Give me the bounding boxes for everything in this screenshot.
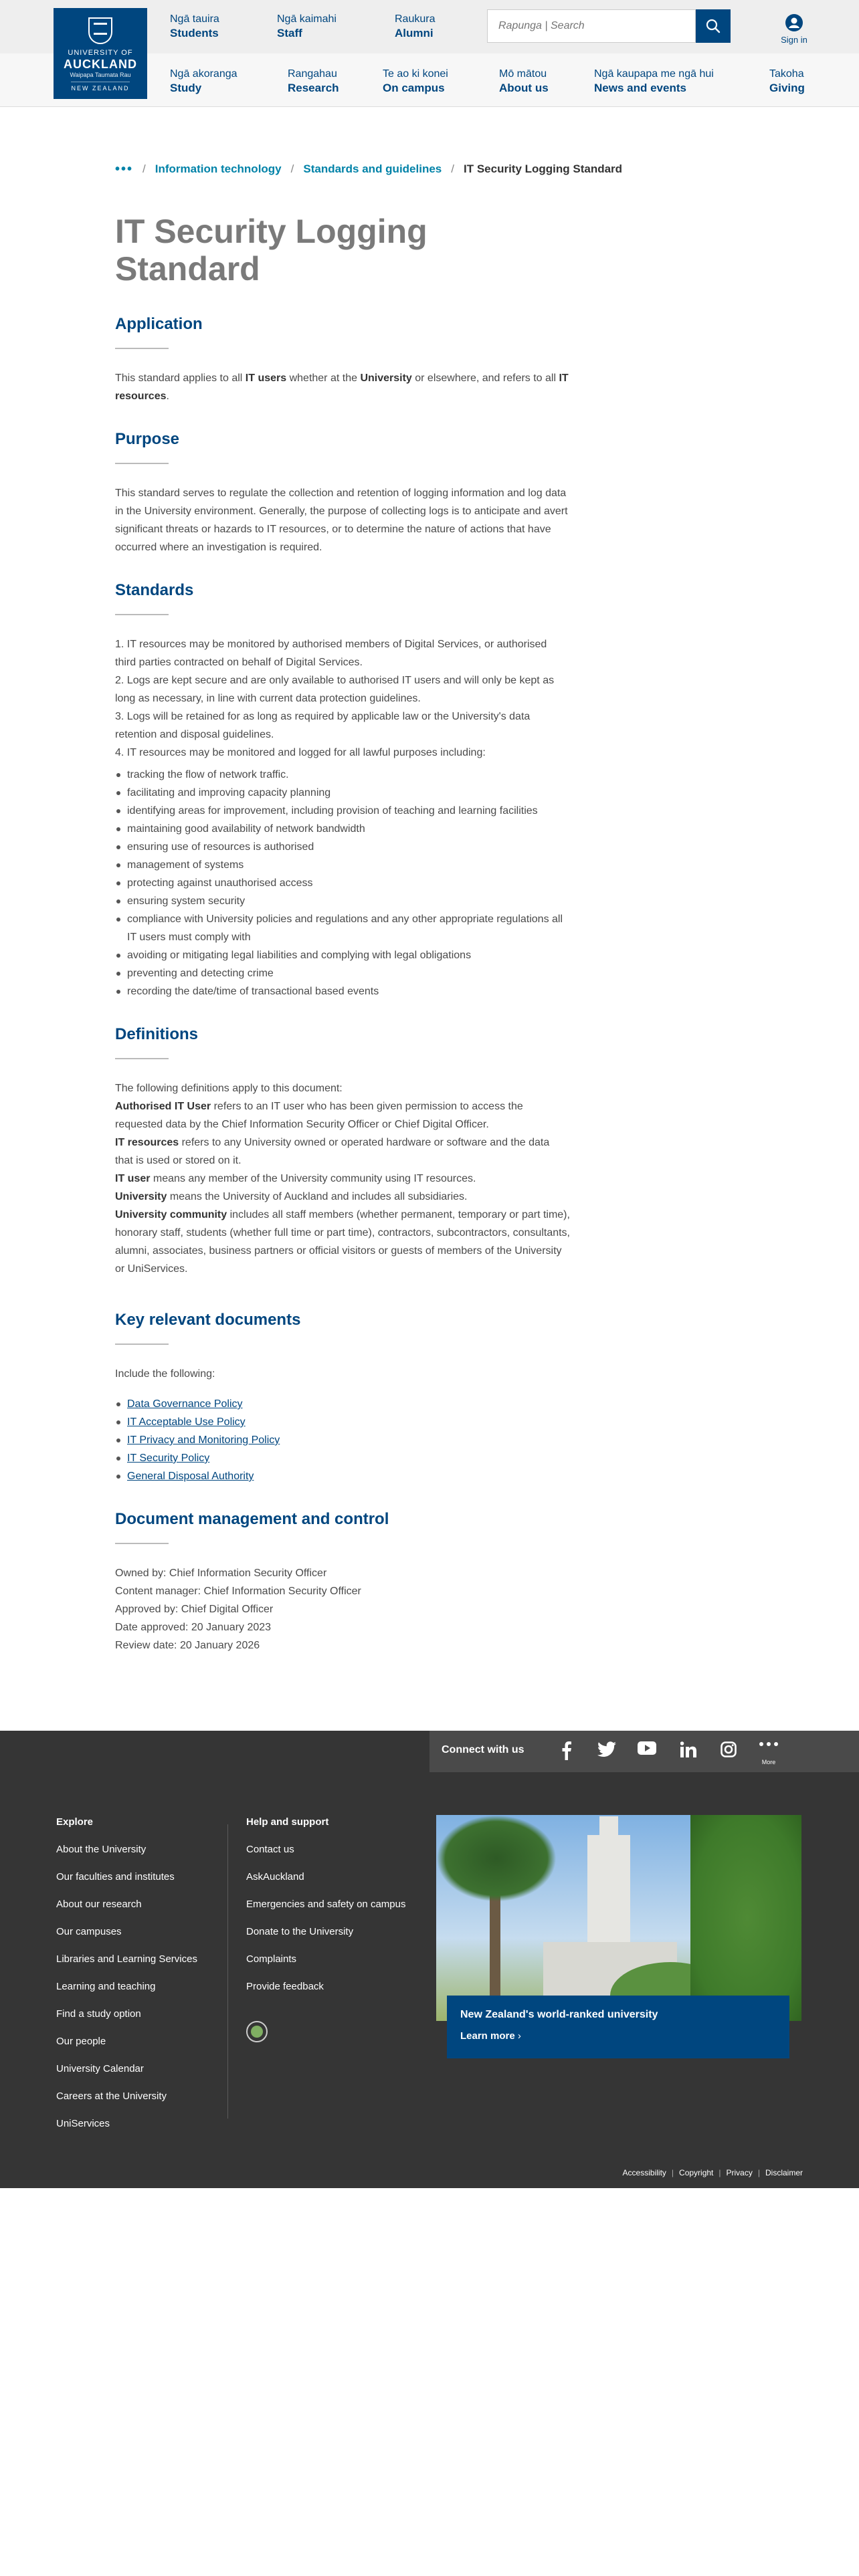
footer-link[interactable]: University Calendar [56, 2063, 144, 2074]
link-general-disposal-authority[interactable]: General Disposal Authority [127, 1471, 254, 1482]
document-management-section [115, 1509, 570, 1654]
connect-bar [430, 1731, 859, 1772]
list-item: ensuring use of resources is authorised [115, 838, 570, 856]
logo-line-1: UNIVERSITY OF [68, 49, 133, 57]
footer-link[interactable]: Complaints [246, 1953, 297, 1965]
section-heading: Key relevant documents [115, 1311, 301, 1329]
definition-item: Authorised IT User refers to an IT user who has been given permission to access the requested data by the Chief Information Security Officer or Chief Digital Officer. [115, 1101, 523, 1130]
divider [115, 1058, 169, 1059]
section-heading: Document management and control [115, 1510, 389, 1528]
footer-link[interactable]: Emergencies and safety on campus [246, 1899, 406, 1910]
legal-link-copyright[interactable]: Copyright [679, 2168, 714, 2177]
legal-link-accessibility[interactable]: Accessibility [622, 2168, 666, 2177]
top-nav-students[interactable]: Ngā tauira Students [170, 13, 219, 39]
footer-divider [227, 1824, 228, 2119]
section-heading: Standards [115, 581, 194, 599]
footer-heading: Explore [56, 1816, 94, 1828]
chevron-right-icon: › [517, 2030, 521, 2042]
footer-link[interactable]: Our people [56, 2036, 106, 2047]
section-heading: Application [115, 315, 203, 333]
promo-card[interactable] [447, 1996, 789, 2058]
link-data-governance-policy[interactable]: Data Governance Policy [127, 1398, 243, 1410]
standard-item: 2. Logs are kept secure and are only available to authorised IT users and will only be kept as long as necessary, in line with current data protection guidelines. [115, 675, 555, 704]
list-item: maintaining good availability of network bandwidth [115, 820, 570, 838]
link-it-acceptable-use-policy[interactable]: IT Acceptable Use Policy [127, 1416, 246, 1428]
logo-line-3: Waipapa Taumata Rau [70, 72, 131, 78]
footer-link[interactable]: Libraries and Learning Services [56, 1953, 197, 1965]
definition-item: IT user means any member of the University community using IT resources. [115, 1173, 476, 1184]
breadcrumb-information-technology[interactable]: Information technology [155, 163, 282, 175]
purpose-text: This standard serves to regulate the collection and retention of logging information and log data in the University environment. Generally, the purpose of collecting logs is to anticipate and avert significant threats or hazards to IT resources, or to determine the nature of actions that have occurred where an investigation is required. [115, 488, 568, 553]
legal-links: Accessibility | Copyright | Privacy | Disclaimer [622, 2168, 803, 2177]
search-icon [705, 18, 721, 34]
main-nav-study[interactable]: Ngā akoranga Study [170, 68, 237, 94]
divider [115, 1543, 169, 1544]
list-item [115, 1413, 570, 1431]
footer-link[interactable]: Find a study option [56, 2008, 141, 2020]
definition-item: University means the University of Auckland and includes all subsidiaries. [115, 1191, 468, 1202]
footer-link[interactable]: Contact us [246, 1844, 294, 1855]
footer-help-column [246, 1816, 405, 2000]
search-button[interactable] [696, 9, 731, 43]
key-documents-intro: Include the following: [115, 1368, 215, 1380]
list-item: ensuring system security [115, 892, 570, 910]
footer-link[interactable]: Our campuses [56, 1926, 122, 1937]
list-item: tracking the flow of network traffic. [115, 766, 570, 784]
application-section [115, 314, 570, 405]
main-nav-research[interactable]: Rangahau Research [288, 68, 339, 94]
instagram-icon[interactable] [719, 1741, 739, 1761]
top-nav-staff[interactable]: Ngā kaimahi Staff [277, 13, 337, 39]
section-heading: Purpose [115, 430, 180, 448]
logo-line-4: NEW ZEALAND [71, 82, 129, 93]
footer-link[interactable]: Careers at the University [56, 2090, 167, 2102]
main-nav-about-us[interactable]: Mō mātou About us [499, 68, 549, 94]
breadcrumb-separator: / [451, 163, 454, 175]
definitions-intro: The following definitions apply to this document: [115, 1083, 343, 1094]
breadcrumb [115, 159, 622, 179]
top-nav-alumni[interactable]: Raukura Alumni [395, 13, 436, 39]
main-content [115, 213, 570, 1679]
twitter-icon[interactable] [597, 1741, 617, 1761]
purposes-list [115, 766, 570, 1000]
doc-date-approved: Date approved: 20 January 2023 [115, 1622, 272, 1633]
main-nav-news-events[interactable]: Ngā kaupapa me ngā hui News and events [594, 68, 714, 94]
list-item: avoiding or mitigating legal liabilities and complying with legal obligations [115, 946, 570, 964]
footer-link[interactable]: Learning and teaching [56, 1981, 156, 1992]
link-it-security-policy[interactable]: IT Security Policy [127, 1453, 210, 1464]
footer-heading: Help and support [246, 1816, 329, 1828]
list-item [115, 1449, 570, 1467]
list-item: identifying areas for improvement, including provision of teaching and learning facilities [115, 802, 570, 820]
section-heading: Definitions [115, 1025, 198, 1043]
main-nav-giving[interactable]: Takoha Giving [769, 68, 805, 94]
legal-link-privacy[interactable]: Privacy [726, 2168, 753, 2177]
university-logo[interactable] [54, 8, 147, 99]
logo-line-2: AUCKLAND [64, 58, 137, 71]
list-item [115, 1467, 570, 1485]
list-item: compliance with University policies and regulations and any other appropriate regulations all IT users must comply with [115, 910, 570, 946]
search-box [487, 9, 731, 43]
breadcrumb-separator: / [142, 163, 146, 175]
promo-title: New Zealand's world-ranked university [460, 2009, 658, 2020]
more-label: More [761, 1759, 776, 1765]
list-item: preventing and detecting crime [115, 964, 570, 982]
divider [115, 614, 169, 615]
key-documents-section [115, 1310, 570, 1485]
footer-link[interactable]: Provide feedback [246, 1981, 324, 1992]
list-item [115, 1431, 570, 1449]
youtube-icon[interactable] [637, 1741, 657, 1761]
promo-learn-more: Learn more › [460, 2030, 521, 2042]
footer-link[interactable]: About our research [56, 1899, 142, 1910]
footer-link[interactable]: UniServices [56, 2118, 110, 2129]
divider [115, 463, 169, 464]
list-item: management of systems [115, 856, 570, 874]
page-title: IT Security Logging Standard [115, 213, 427, 288]
user-icon [785, 13, 803, 32]
footer-link[interactable]: Our faculties and institutes [56, 1871, 175, 1883]
footer-explore-column [56, 1816, 197, 2137]
divider [115, 348, 169, 349]
site-header [0, 0, 859, 107]
list-item: facilitating and improving capacity planning [115, 784, 570, 802]
sign-in-button[interactable]: Sign in [771, 13, 818, 45]
linkedin-icon[interactable] [678, 1741, 698, 1761]
list-item: protecting against unauthorised access [115, 874, 570, 892]
campus-clock-tower-image [436, 1815, 801, 2021]
main-nav-on-campus[interactable]: Te ao ki konei On campus [383, 68, 448, 94]
connect-label: Connect with us [442, 1744, 524, 1755]
breadcrumb-current: IT Security Logging Standard [463, 163, 623, 175]
doc-content-manager: Content manager: Chief Information Security Officer [115, 1586, 361, 1597]
standards-section [115, 580, 570, 1000]
footer-link[interactable]: About the University [56, 1844, 147, 1855]
definitions-section [115, 1025, 570, 1278]
standard-item: 3. Logs will be retained for as long as required by applicable law or the University's data retention and disposal guidelines. [115, 711, 531, 740]
standard-item: 4. IT resources may be monitored and logged for all lawful purposes including: [115, 747, 486, 758]
purpose-section [115, 429, 570, 556]
accessibility-leaf-icon[interactable] [246, 2021, 268, 2042]
doc-approved-by: Approved by: Chief Digital Officer [115, 1604, 274, 1615]
divider [115, 1344, 169, 1345]
standard-item: 1. IT resources may be monitored by authorised members of Digital Services, or authorised third parties contracted on behalf of Digital Services. [115, 639, 547, 668]
application-text: This standard applies to all IT users whether at the University or elsewhere, and refers to all IT resources. [115, 372, 569, 402]
doc-review-date: Review date: 20 January 2026 [115, 1640, 260, 1651]
list-item [115, 1395, 570, 1413]
list-item: recording the date/time of transactional based events [115, 982, 570, 1000]
breadcrumb-separator: / [290, 163, 294, 175]
doc-owner: Owned by: Chief Information Security Officer [115, 1568, 327, 1579]
legal-link-disclaimer[interactable]: Disclaimer [765, 2168, 803, 2177]
link-it-privacy-monitoring-policy[interactable]: IT Privacy and Monitoring Policy [127, 1434, 280, 1446]
footer-link[interactable]: AskAuckland [246, 1871, 304, 1883]
search-input[interactable] [487, 9, 696, 43]
facebook-icon[interactable] [557, 1741, 577, 1761]
breadcrumb-more[interactable]: ••• [115, 161, 134, 177]
more-icon[interactable] [759, 1741, 779, 1765]
footer-link[interactable]: Donate to the University [246, 1926, 354, 1937]
definition-item: University community includes all staff members (whether permanent, temporary or part time), honorary staff, students (whether full time or part time), contractors, subcontractors, consultants, alumni, associates, business partners or official visitors or guests of members of the University or UniServices. [115, 1209, 570, 1275]
breadcrumb-standards-guidelines[interactable]: Standards and guidelines [303, 163, 442, 175]
site-footer [0, 1731, 859, 2188]
key-documents-list [115, 1395, 570, 1485]
definition-item: IT resources refers to any University owned or operated hardware or software and the data that is used or stored on it. [115, 1137, 550, 1166]
crest-icon [88, 17, 112, 44]
